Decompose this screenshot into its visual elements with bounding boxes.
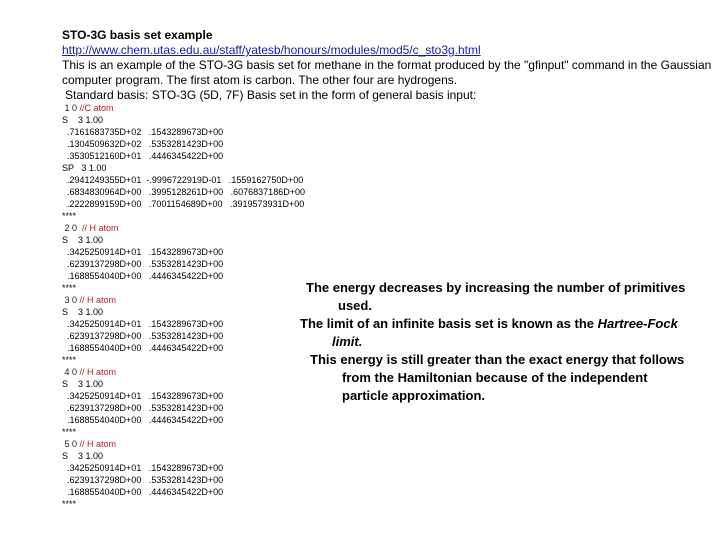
atom-header-line [62, 294, 305, 306]
basis-line: .6834830964D+00 .3995128261D+00 .6076837186D+00 [62, 187, 305, 197]
basis-line: .2941249355D+01 -.9996722919D-01 .1559162750D+00 [62, 175, 304, 185]
notes-block [300, 279, 692, 405]
atom-comment: // H atom [79, 439, 117, 449]
basis-line: .3425250914D+01 .1543289673D+00 [62, 247, 224, 257]
basis-line: .6239137298D+00 .5353281423D+00 [62, 331, 224, 341]
basis-line: .3425250914D+01 .1543289673D+00 [62, 463, 224, 473]
atom-index: 2 0 [62, 223, 83, 233]
description-text: This is an example of the STO-3G basis set for methane in the format produced by the "gfinput" command in the Gaussian computer program. The first atom is carbon. The other four are hydrogens. [62, 58, 712, 87]
basis-line: S 3 1.00 [62, 235, 104, 245]
basis-line: **** [62, 283, 77, 293]
atom-comment: // H atom [79, 295, 117, 305]
basis-line: .3530512160D+01 .4446345422D+00 [62, 151, 224, 161]
basis-line: .1688554040D+00 .4446345422D+00 [62, 487, 224, 497]
basis-line: .3425250914D+01 .1543289673D+00 [62, 319, 224, 329]
atom-comment: //C atom [79, 103, 114, 113]
basis-line: S 3 1.00 [62, 307, 104, 317]
basis-line: .1688554040D+00 .4446345422D+00 [62, 271, 224, 281]
note-hartree-fock-text: The limit of an infinite basis set is known as the [300, 316, 598, 331]
intro-block [62, 28, 712, 103]
page-title: STO-3G basis set example [62, 28, 213, 42]
note-exact-energy: This energy is still greater than the exact energy that follows from the Hamiltonian because of the independent particle approximation. [310, 352, 685, 403]
basis-line: .6239137298D+00 .5353281423D+00 [62, 475, 224, 485]
note-hartree-fock-term: Hartree-Fock limit. [332, 316, 678, 349]
atom-comment: // H atom [82, 223, 119, 233]
basis-line: .6239137298D+00 .5353281423D+00 [62, 259, 224, 269]
basis-line: SP 3 1.00 [62, 163, 107, 173]
basis-line: S 3 1.00 [62, 451, 104, 461]
atom-header-line [62, 102, 305, 114]
atom-index: 3 0 [62, 295, 80, 305]
atom-header-line [62, 366, 305, 378]
basis-line: **** [62, 211, 77, 221]
basis-line: **** [62, 427, 77, 437]
basis-line: **** [62, 355, 77, 365]
atom-header-line [62, 438, 305, 450]
basis-line: **** [62, 499, 77, 509]
standard-basis-text: Standard basis: STO-3G (5D, 7F) Basis set in the form of general basis input: [65, 88, 477, 102]
basis-line: .6239137298D+00 .5353281423D+00 [62, 403, 224, 413]
basis-line: S 3 1.00 [62, 115, 104, 125]
atom-index: 1 0 [62, 103, 80, 113]
basis-line: .1688554040D+00 .4446345422D+00 [62, 415, 224, 425]
atom-comment: // H atom [79, 367, 117, 377]
atom-index: 4 0 [62, 367, 80, 377]
basis-line: .1688554040D+00 .4446345422D+00 [62, 343, 224, 353]
note-hartree-fock [300, 315, 692, 351]
source-link[interactable]: http://www.chem.utas.edu.au/staff/yatesb/honours/modules/mod5/c_sto3g.html [62, 43, 481, 57]
basis-line: .3425250914D+01 .1543289673D+00 [62, 391, 224, 401]
atom-index: 5 0 [62, 439, 80, 449]
basis-set-listing [62, 102, 305, 510]
atom-header-line [62, 222, 305, 234]
basis-line: .1304509632D+02 .5353281423D+00 [62, 139, 224, 149]
basis-line: .7161683735D+02 .1543289673D+00 [62, 127, 224, 137]
note-energy-decrease: The energy decreases by increasing the number of primitives used. [306, 280, 686, 313]
basis-line: S 3 1.00 [62, 379, 104, 389]
basis-line: .2222899159D+00 .7001154689D+00 .3919573931D+00 [62, 199, 305, 209]
